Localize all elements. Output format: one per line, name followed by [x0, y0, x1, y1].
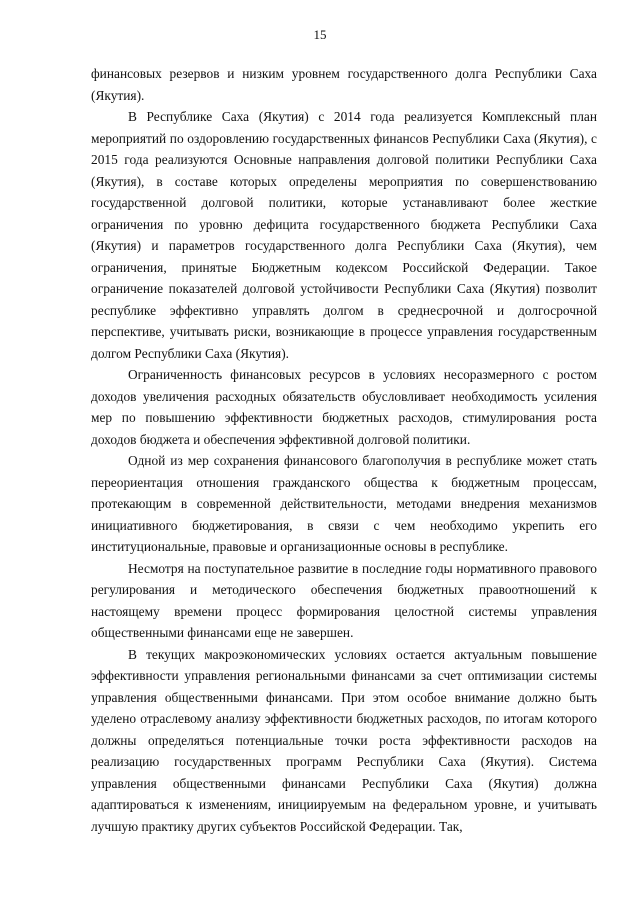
page-number: 15: [313, 27, 327, 42]
paragraph-initiative-budgeting: Одной из мер сохранения финансового благополучия в республике может стать переориентация отношения гражданского общества к бюджетным процессам, протекающим в современной действительности, методами внедрения механизмов инициативного бюджетирования, в связи с чем необходимо укрепить его институциональные, правовые и организационные основы в республике.: [91, 453, 597, 554]
body-text: [91, 63, 597, 837]
paragraph-continuation: финансовых резервов и низким уровнем государственного долга Республики Саха (Якутия).: [91, 66, 597, 103]
paragraph-regulation: Несмотря на поступательное развитие в последние годы нормативного правового регулирования и методического обеспечения бюджетных правоотношений к настоящему времени процесс формирования целостной системы управления общественными финансами еще не завершен.: [91, 560, 597, 640]
paragraph-macroeconomic: В текущих макроэкономических условиях остается актуальным повышение эффективности управления региональными финансами за счет оптимизации системы управления общественными финансами. При этом особое внимание должно быть уделено отраслевому анализу эффективности бюджетных расходов, по итогам которого должны определяться потенциальные точки роста эффективности расходов на реализацию государственных программ Республики Саха (Якутия). Система управления общественными финансами Республики Саха (Якутия) должна адаптироваться к изменениям, инициируемым на федеральном уровне, и учитывать лучшую практику других субъектов Российской Федерации. Так,: [91, 646, 597, 834]
paragraph-complex-plan: В Республике Саха (Якутия) с 2014 года реализуется Комплексный план мероприятий по оздоровлению государственных финансов Республики Саха (Якутия), с 2015 года реализуются Основные направления долговой политики Республики Саха (Якутия), в составе которых определены мероприятия по совершенствованию государственной долговой политики, которые устанавливают более жесткие ограничения по уровню дефицита государственного бюджета Республики Саха (Якутия) и параметров государственного долга Республики Саха (Якутия), чем ограничения, принятые Бюджетным кодексом Российской Федерации. Такое ограничение показателей долговой устойчивости Республики Саха (Якутия) позволит республике эффективно управлять долгом в среднесрочной и долгосрочной перспективе, учитывать риски, возникающие в процессе управления государственным долгом Республики Саха (Якутия).: [91, 109, 597, 361]
paragraph-limited-resources: Ограниченность финансовых ресурсов в условиях несоразмерного с ростом доходов увеличения расходных обязательств обусловливает необходимость усиления мер по повышению эффективности бюджетных расходов, стимулирования роста доходов бюджета и обеспечения эффективной долговой политики.: [91, 367, 597, 447]
